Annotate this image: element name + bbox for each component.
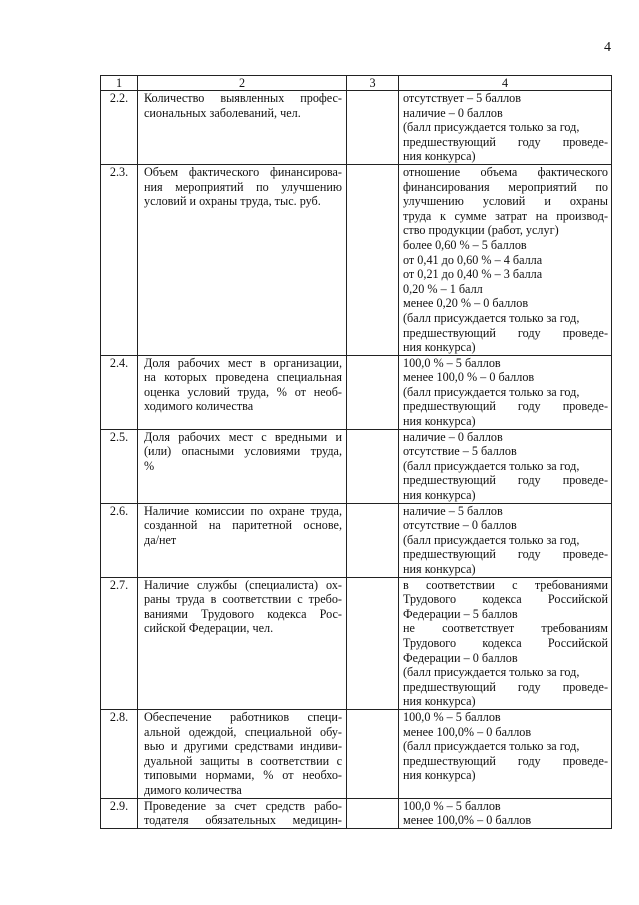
- scoring-criteria-line: труда к сумме затрат на производ-: [403, 208, 608, 223]
- scoring-criteria-line: ство продукции (работ, услуг): [403, 223, 559, 238]
- criteria-table: [100, 75, 612, 829]
- indicator-name-line: ходимого количества: [144, 399, 254, 414]
- scoring-criteria-line: (балл присуждается только за год,: [403, 458, 580, 473]
- table-header-row: [101, 76, 612, 91]
- row-number: 2.7.: [101, 577, 138, 709]
- table-row: [101, 503, 612, 577]
- table-row: [101, 709, 612, 798]
- scoring-criteria-line: предшествующий году проведе-: [403, 547, 608, 562]
- indicator-name-line: на которых проведена специальная: [144, 370, 342, 385]
- scoring-criteria-line: ния конкурса): [403, 694, 476, 709]
- column-3-cell: [347, 798, 399, 828]
- scoring-criteria-line: отсутствие – 5 баллов: [403, 444, 517, 459]
- scoring-criteria-line: Трудового кодекса Российской: [403, 635, 608, 650]
- column-3-cell: [347, 355, 399, 429]
- scoring-criteria-line: 100,0 % – 5 баллов: [403, 355, 501, 370]
- indicator-name-line: условий и охраны труда, тыс. руб.: [144, 194, 321, 209]
- indicator-name-line: ния мероприятий по улучшению: [144, 179, 342, 194]
- scoring-criteria-line: 0,20 % – 1 балл: [403, 281, 483, 296]
- row-number: 2.5.: [101, 429, 138, 503]
- scoring-criteria-line: ния конкурса): [403, 562, 476, 576]
- scoring-criteria: [399, 164, 612, 355]
- scoring-criteria-line: от 0,21 до 0,40 % – 3 балла: [403, 267, 543, 282]
- scoring-criteria: [399, 709, 612, 798]
- row-number: 2.2.: [101, 91, 138, 165]
- indicator-name-line: Обеспечение работников специ-: [144, 709, 342, 724]
- table-body: [101, 91, 612, 829]
- scoring-criteria: [399, 91, 612, 165]
- indicator-name-line: димого количества: [144, 782, 242, 797]
- scoring-criteria-line: предшествующий году проведе-: [403, 134, 608, 149]
- scoring-criteria: [399, 503, 612, 577]
- scoring-criteria-line: Трудового кодекса Российской: [403, 592, 608, 607]
- indicator-name: [138, 577, 347, 709]
- indicator-name-line: тодателя обязательных медицин-: [144, 813, 342, 828]
- indicator-name-line: %: [144, 458, 155, 473]
- scoring-criteria-line: более 0,60 % – 5 баллов: [403, 237, 527, 252]
- column-header-3: 3: [347, 76, 399, 91]
- scoring-criteria-line: наличие – 0 баллов: [403, 105, 503, 120]
- scoring-criteria-line: (балл присуждается только за год,: [403, 532, 580, 547]
- scoring-criteria-line: ния конкурса): [403, 488, 476, 503]
- scoring-criteria-line: 100,0 % – 5 баллов: [403, 709, 501, 724]
- indicator-name: [138, 429, 347, 503]
- indicator-name-line: Доля рабочих мест в организации,: [144, 355, 342, 370]
- row-number: 2.3.: [101, 164, 138, 355]
- column-3-cell: [347, 577, 399, 709]
- scoring-criteria-line: (балл присуждается только за год,: [403, 384, 580, 399]
- indicator-name-line: Проведение за счет средств рабо-: [144, 798, 342, 813]
- indicator-name-line: созданной на паритетной основе,: [144, 518, 342, 533]
- indicator-name-line: сиональных заболеваний, чел.: [144, 105, 301, 120]
- table-row: [101, 91, 612, 165]
- scoring-criteria: [399, 429, 612, 503]
- scoring-criteria-line: ния конкурса): [403, 768, 476, 783]
- indicator-name-line: оценка условий труда, % от необ-: [144, 384, 342, 399]
- column-3-cell: [347, 91, 399, 165]
- indicator-name: [138, 503, 347, 577]
- scoring-criteria-line: менее 100,0% – 0 баллов: [403, 813, 532, 828]
- scoring-criteria-line: Федерации – 5 баллов: [403, 606, 518, 621]
- scoring-criteria-line: отсутствие – 0 баллов: [403, 518, 517, 533]
- scoring-criteria-line: финансирования мероприятий по: [403, 179, 608, 194]
- scoring-criteria-line: от 0,41 до 0,60 % – 4 балла: [403, 252, 543, 267]
- row-number: 2.8.: [101, 709, 138, 798]
- scoring-criteria-line: наличие – 0 баллов: [403, 429, 503, 444]
- column-3-cell: [347, 429, 399, 503]
- scoring-criteria-line: не соответствует требованиям: [403, 621, 608, 636]
- row-number: 2.4.: [101, 355, 138, 429]
- scoring-criteria-line: 100,0 % – 5 баллов: [403, 798, 501, 813]
- column-3-cell: [347, 709, 399, 798]
- scoring-criteria-line: предшествующий году проведе-: [403, 753, 608, 768]
- scoring-criteria-line: (балл присуждается только за год,: [403, 310, 580, 325]
- indicator-name-line: дуальной защиты в соответствии с: [144, 753, 342, 768]
- table-row: [101, 429, 612, 503]
- indicator-name-line: вью и другими средствами индиви-: [144, 739, 342, 754]
- column-3-cell: [347, 164, 399, 355]
- indicator-name-line: Наличие комиссии по охране труда,: [144, 503, 342, 518]
- page-number: 4: [604, 40, 611, 55]
- column-header-4: 4: [399, 76, 612, 91]
- scoring-criteria-line: предшествующий году проведе-: [403, 325, 608, 340]
- indicator-name: [138, 798, 347, 828]
- column-header-2: 2: [138, 76, 347, 91]
- scoring-criteria-line: предшествующий году проведе-: [403, 399, 608, 414]
- column-3-cell: [347, 503, 399, 577]
- scoring-criteria-line: (балл присуждается только за год,: [403, 739, 580, 754]
- scoring-criteria: [399, 355, 612, 429]
- scoring-criteria: [399, 798, 612, 828]
- indicator-name-line: (или) опасными условиями труда,: [144, 444, 342, 459]
- row-number: 2.6.: [101, 503, 138, 577]
- indicator-name-line: да/нет: [144, 532, 177, 547]
- scoring-criteria-line: ния конкурса): [403, 340, 476, 355]
- indicator-name: [138, 355, 347, 429]
- indicator-name-line: альной одеждой, специальной обу-: [144, 724, 342, 739]
- row-number: 2.9.: [101, 798, 138, 828]
- scoring-criteria-line: отсутствует – 5 баллов: [403, 91, 522, 105]
- scoring-criteria-line: предшествующий году проведе-: [403, 679, 608, 694]
- indicator-name-line: типовыми нормами, % от необхо-: [144, 768, 342, 783]
- table-row: [101, 164, 612, 355]
- scoring-criteria-line: наличие – 5 баллов: [403, 503, 503, 518]
- scoring-criteria: [399, 577, 612, 709]
- scoring-criteria-line: (балл присуждается только за год,: [403, 120, 580, 135]
- scoring-criteria-line: предшествующий году проведе-: [403, 473, 608, 488]
- indicator-name-line: раны труда в соответствии с требо-: [144, 592, 342, 607]
- scoring-criteria-line: ния конкурса): [403, 414, 476, 429]
- indicator-name-line: ваниями Трудового кодекса Рос-: [144, 606, 342, 621]
- scoring-criteria-line: улучшению условий и охраны: [403, 194, 608, 209]
- indicator-name-line: Объем фактического финансирова-: [144, 164, 342, 179]
- table-row: [101, 577, 612, 709]
- column-header-1: 1: [101, 76, 138, 91]
- table-row: [101, 798, 612, 828]
- scoring-criteria-line: в соответствии с требованиями: [403, 577, 608, 592]
- scoring-criteria-line: менее 100,0% – 0 баллов: [403, 724, 532, 739]
- indicator-name: [138, 91, 347, 165]
- scoring-criteria-line: (балл присуждается только за год,: [403, 665, 580, 680]
- indicator-name-line: Доля рабочих мест с вредными и: [144, 429, 342, 444]
- indicator-name-line: Количество выявленных профес-: [144, 91, 342, 105]
- indicator-name: [138, 164, 347, 355]
- indicator-name-line: Наличие службы (специалиста) ох-: [144, 577, 342, 592]
- indicator-name-line: сийской Федерации, чел.: [144, 621, 274, 636]
- table-header: [101, 76, 612, 91]
- scoring-criteria-line: ния конкурса): [403, 149, 476, 164]
- indicator-name: [138, 709, 347, 798]
- scoring-criteria-line: менее 0,20 % – 0 баллов: [403, 296, 529, 311]
- scoring-criteria-line: отношение объема фактического: [403, 164, 608, 179]
- scoring-criteria-line: Федерации – 0 баллов: [403, 650, 518, 665]
- table-row: [101, 355, 612, 429]
- scoring-criteria-line: менее 100,0 % – 0 баллов: [403, 370, 535, 385]
